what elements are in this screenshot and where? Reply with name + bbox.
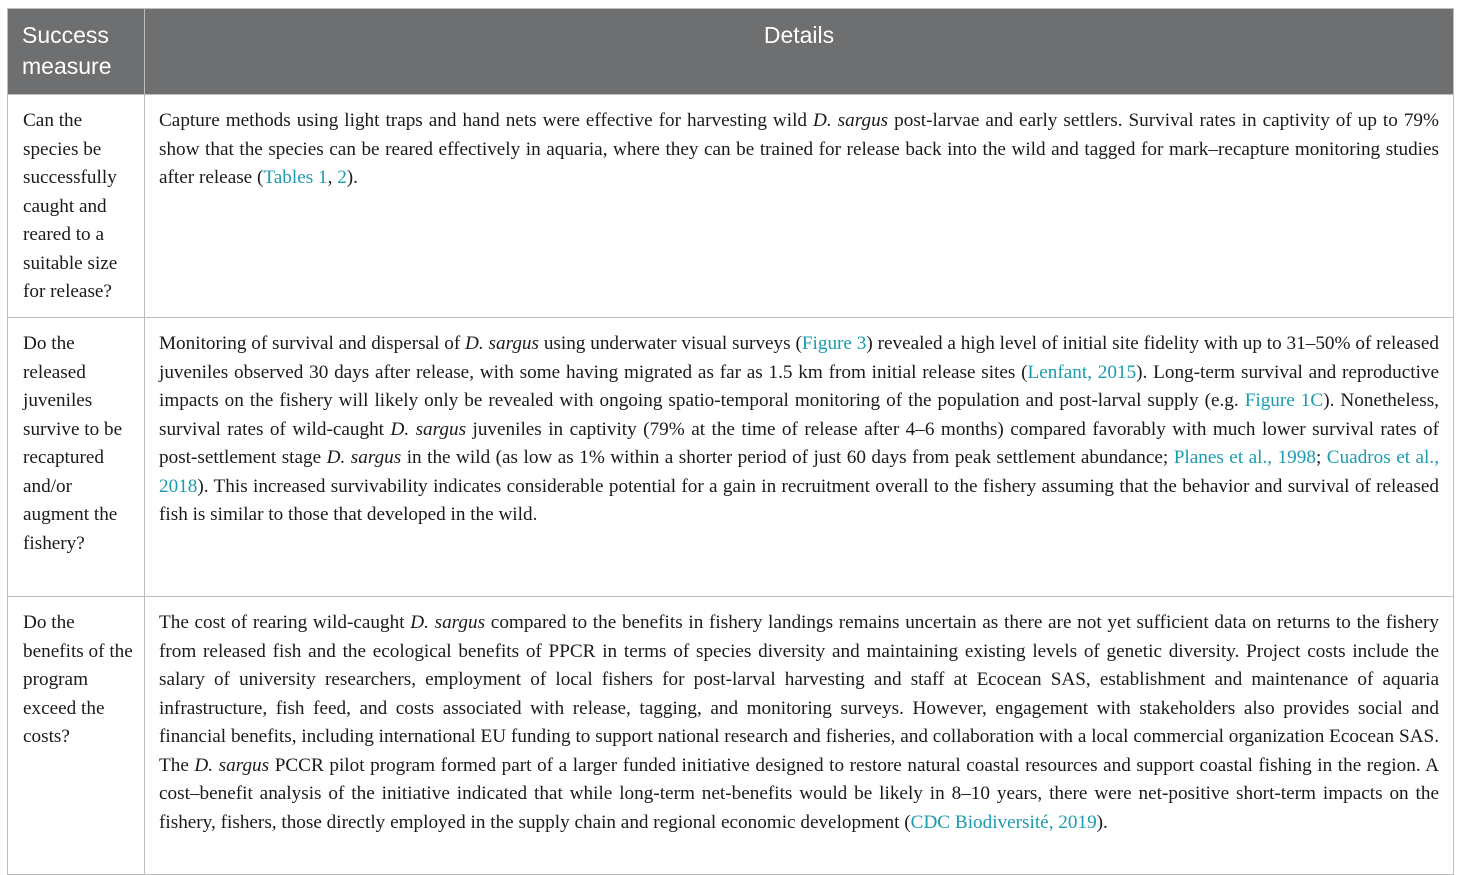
- details-text: juveniles in captivity (79% at the time of release after 4–6 months) compared favorably with much lower survival rates of post-settlement stage: [159, 418, 1439, 468]
- details-text: The cost of rearing wild-caught: [159, 612, 411, 633]
- citation-link[interactable]: CDC Biodiversité, 2019: [910, 811, 1097, 833]
- details-text: compared to the benefits in fishery landings remains uncertain as there are not yet sufficient data on returns to the fishery from released fish and the ecological benefits of PPCR in terms of species diversity and maintaining existing levels of genetic diversity. Project costs include the salary of university researchers, employment of local fishers for post-larval harvesting and staff at Ecocean SAS, establishment and maintenance of aquaria infrastructure, fish feed, and costs associated with release, tagging, and monitoring surveys. However, engagement with stakeholders also provides social and financial benefits, including international EU funding to support national research and fisheries, and collaboration with a local commercial organization Ecocean SAS. The: [159, 612, 1439, 776]
- details-cell: [145, 95, 1454, 318]
- table-row: [8, 95, 1454, 318]
- table-row: [8, 318, 1454, 597]
- details-cell: [145, 597, 1454, 875]
- details-text: ). This increased survivability indicates considerable potential for a gain in recruitment overall to the fishery assuming that the behavior and survival of released fish is similar to those that developed in the wild.: [159, 475, 1439, 525]
- details-text: ) revealed a high level of initial site fidelity with up to 31–50% of released juveniles observed 30 days after release, with some having migrated as far as 1.5 km from initial release sites (: [159, 333, 1439, 383]
- details-text: ). Nonetheless, survival rates of wild-caught: [159, 390, 1439, 440]
- species-name: D. sargus: [813, 110, 889, 131]
- citation-link[interactable]: Tables 1: [263, 167, 328, 188]
- details-text: in the wild (as low as 1% within a shorter period of just 60 days from peak settlement abundance;: [401, 447, 1174, 468]
- details-cell: [145, 318, 1454, 597]
- citation-link[interactable]: Planes et al., 1998: [1173, 447, 1316, 468]
- details-text: ).: [1096, 811, 1108, 833]
- success-measure-cell: Do the benefits of the program exceed the costs?: [8, 597, 145, 875]
- details-text: ,: [327, 167, 338, 188]
- success-measures-table: [7, 8, 1454, 875]
- citation-link[interactable]: 2: [337, 167, 347, 188]
- details-text: ).: [346, 167, 358, 188]
- details-text: Capture methods using light traps and hand nets were effective for harvesting wild: [159, 110, 814, 131]
- success-measure-cell: Do the released juveniles survive to be recaptured and/or augment the fishery?: [8, 318, 145, 597]
- citation-link[interactable]: Cuadros et al., 2018: [159, 447, 1439, 497]
- citation-link[interactable]: Lenfant, 2015: [1027, 361, 1137, 383]
- species-name: D. sargus: [465, 333, 539, 354]
- header-details: Details: [145, 9, 1454, 95]
- table-row: [8, 597, 1454, 875]
- citation-link[interactable]: Figure 1C: [1244, 390, 1324, 411]
- table-header-row: [8, 9, 1454, 95]
- details-text: ). Long-term survival and reproductive impacts on the fishery will likely only be revealed with ongoing spatio-temporal monitoring of the population and post-larval supply (e.g.: [159, 361, 1440, 411]
- citation-link[interactable]: Figure 3: [801, 333, 867, 354]
- species-name: D. sargus: [390, 418, 467, 440]
- details-text: Monitoring of survival and dispersal of: [159, 333, 466, 354]
- species-name: D. sargus: [410, 612, 486, 633]
- details-text: ;: [1315, 447, 1327, 468]
- species-name: D. sargus: [326, 447, 402, 468]
- details-text: using underwater visual surveys (: [539, 333, 802, 354]
- header-success-measure: Success measure: [8, 9, 145, 95]
- details-text: post-larvae and early settlers. Survival rates in captivity of up to 79% show that the species can be reared effectively in aquaria, where they can be trained for release back into the wild and tagged for mark–recapture monitoring studies after release (: [159, 110, 1439, 188]
- success-measure-cell: Can the species be successfully caught and reared to a suitable size for release?: [8, 95, 145, 318]
- details-text: PCCR pilot program formed part of a larger funded initiative designed to restore natural coastal resources and support coastal fishing in the region. A cost–benefit analysis of the initiative indicated that while long-term net-benefits would be likely in 8–10 years, there were net-positive short-term impacts on the fishery, fishers, those directly employed in the supply chain and regional economic development (: [159, 754, 1439, 833]
- species-name: D. sargus: [194, 754, 270, 776]
